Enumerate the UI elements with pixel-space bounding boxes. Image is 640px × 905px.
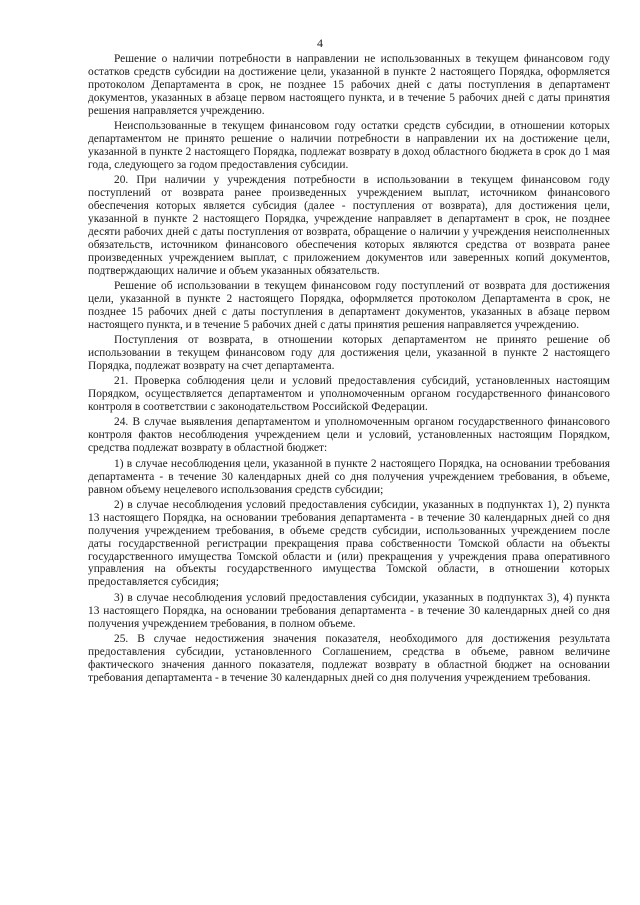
paragraph-decision-refund-use: Решение об использовании в текущем финансовом году поступлений от возврата для достижения цели, указанной в пункте 2 настоящего Порядка, оформляется протоколом Департамента в срок, не позднее 15 рабочих дней с даты поступления в департамент документов, указанных в абзаце первом настоящего пункта, и в течение 5 рабочих дней с даты принятия решения направляется учреждению. (88, 279, 610, 331)
paragraph-item-24: 24. В случае выявления департаментом и уполномоченным органом государственного финансового контроля фактов несоблюдения учреждением цели и условий, установленных настоящим Порядком, средства подлежат возврату в областной бюджет: (88, 416, 610, 455)
paragraph-subitem-2: 2) в случае несоблюдения условий предоставления субсидии, указанных в подпунктах 1), 2) пункта 13 настоящего Порядка, на основании требования департамента - в течение 30 календарных дней со дня получения учреждением требования, в объеме средств субсидии, использованных учреждением после даты государственной регистрации прекращения права собственности Томской области на объекты государственного имущества Томской области и (или) прекращения у учреждения права оперативного управления на объекты государственного имущества Томской области, в отношении которых предоставляется субсидия; (88, 498, 610, 589)
paragraph-unused-funds-return: Неиспользованные в текущем финансовом году остатки средств субсидии, в отношении которых департаментом не принято решение о наличии потребности в направлении их на достижение цели, указанной в пункте 2 настоящего Порядка, подлежат возврату в доход областного бюджета в срок до 1 мая года, следующего за годом предоставления субсидии. (88, 120, 610, 171)
paragraph-item-20: 20. При наличии у учреждения потребности в использовании в текущем финансовом году поступлений от возврата ранее произведенных учреждением выплат, источником финансового обеспечения которых является субсидия (далее - поступления от возврата), для достижения цели, указанной в пункте 2 настоящего Порядка, учреждение направляет в департамент в срок, не позднее десяти рабочих дней с даты поступления от возврата, обращение о наличии у учреждения неисполненных обязательств, источником финансового обеспечения которых являются средства от возврата ранее произведенных учреждением выплат, с приложением документов или заверенных копий документов, подтверждающих наличие и объем указанных обязательств. (88, 174, 610, 277)
paragraph-subitem-3: 3) в случае несоблюдения условий предоставления субсидии, указанных в подпунктах 3), 4) пункта 13 настоящего Порядка, на основании требования департамента - в течение 30 календарных дней со дня получения учреждением требования, в полном объеме. (88, 591, 610, 630)
paragraph-subitem-1: 1) в случае несоблюдения цели, указанной в пункте 2 настоящего Порядка, на основании требования департамента - в течение 30 календарных дней со дня получения учреждением требования, в объеме, равном объему нецелевого использования средств субсидии; (88, 457, 610, 496)
page-number: 4 (317, 36, 323, 50)
document-body (88, 53, 610, 687)
paragraph-item-21: 21. Проверка соблюдения цели и условий предоставления субсидий, установленных настоящим Порядком, осуществляется департаментом и уполномоченным органом государственного финансового контроля в соответствии с законодательством Российской Федерации. (88, 375, 610, 414)
paragraph-refund-return: Поступления от возврата, в отношении которых департаментом не принято решение об использовании в текущем финансовом году для достижения цели, указанной в пункте 2 настоящего Порядка, подлежат возврату на счет департамента. (88, 334, 610, 372)
paragraph-decision-remaining-funds: Решение о наличии потребности в направлении не использованных в текущем финансовом году остатков средств субсидии на достижение цели, указанной в пункте 2 настоящего Порядка, оформляется протоколом Департамента в срок, не позднее 15 рабочих дней с даты поступления в департамент документов, указанных в абзаце первом настоящего пункта, и в течение 5 рабочих дней с даты принятия решения направляется учреждению. (88, 53, 610, 117)
paragraph-item-25: 25. В случае недостижения значения показателя, необходимого для достижения результата предоставления субсидии, установленного Соглашением, средства в объеме, равном величине фактического значения данного показателя, подлежат возврату в областной бюджет на основании требования департамента - в течение 30 календарных дней со дня получения учреждением требования. (88, 632, 610, 684)
